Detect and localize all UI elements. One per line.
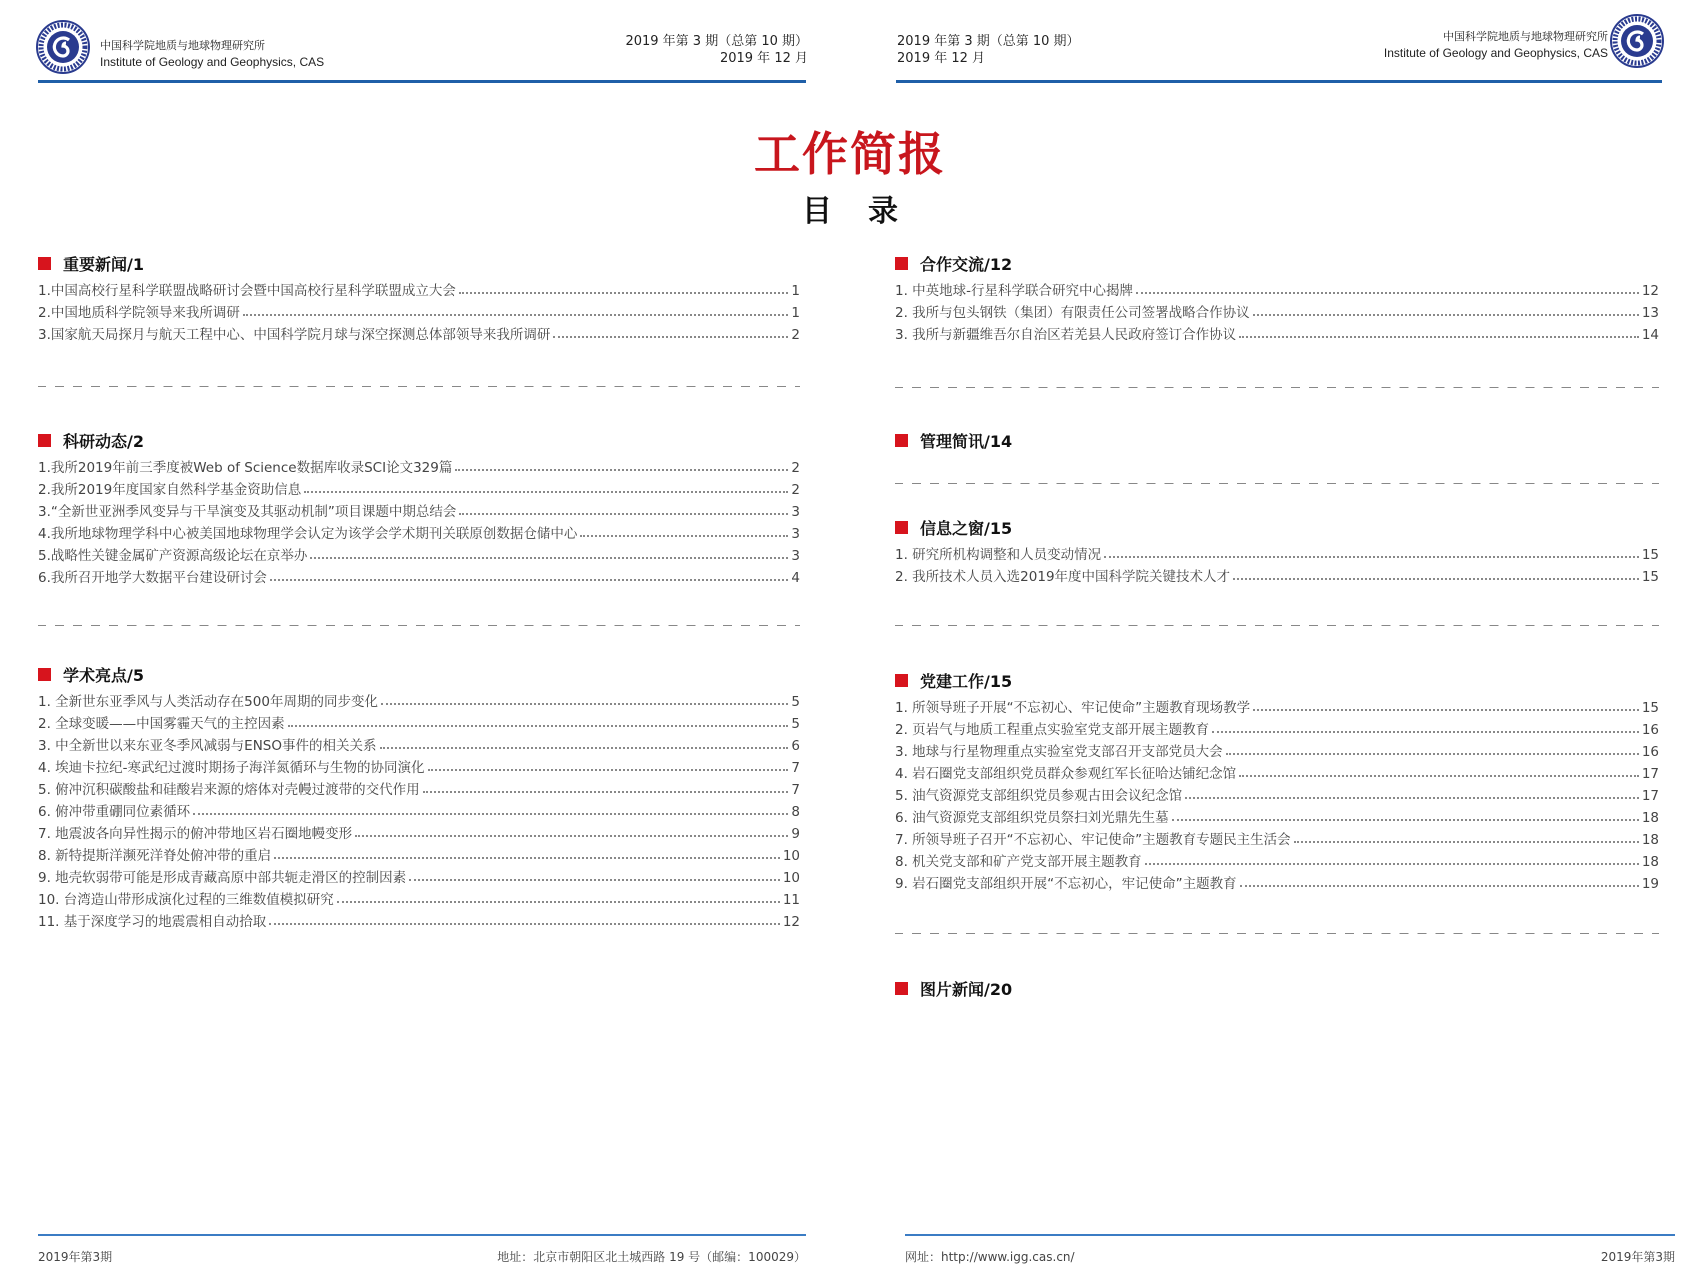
toc-item[interactable] xyxy=(895,277,1659,299)
header-org-right xyxy=(1384,29,1608,61)
toc-item[interactable] xyxy=(895,826,1659,848)
leader-dots xyxy=(1212,731,1639,733)
toc-item-page: 4 xyxy=(791,570,800,586)
section-title[interactable]: 合作交流/12 xyxy=(920,254,1013,274)
leader-dots xyxy=(455,469,788,471)
toc-item-page: 14 xyxy=(1641,327,1659,343)
header-org-left xyxy=(100,38,324,70)
toc-item[interactable] xyxy=(895,760,1659,782)
toc-item-title: 7. 所领导班子召开“不忘初心、牢记使命”主题教育专题民主生活会 xyxy=(895,832,1291,848)
toc-item-title: 5. 油气资源党支部组织党员参观古田会议纪念馆 xyxy=(895,788,1183,804)
leader-dots xyxy=(337,901,780,903)
toc-item-page: 1 xyxy=(791,283,800,299)
section-title[interactable]: 科研动态/2 xyxy=(63,431,144,451)
leader-dots xyxy=(1226,753,1639,755)
footer-address: 地址：北京市朝阳区北土城西路 19 号（邮编：100029） xyxy=(497,1250,806,1264)
toc-item-title: 1.中国高校行星科学联盟战略研讨会暨中国高校行星科学联盟成立大会 xyxy=(38,283,456,299)
section-title[interactable]: 信息之窗/15 xyxy=(920,518,1013,538)
toc-item-page: 3 xyxy=(791,548,800,564)
leader-dots xyxy=(1253,314,1639,316)
toc-item[interactable] xyxy=(895,738,1659,760)
toc-item-page: 7 xyxy=(791,760,800,776)
toc-section xyxy=(38,429,800,586)
header-divider-right xyxy=(896,80,1662,83)
section-title[interactable]: 重要新闻/1 xyxy=(63,254,144,274)
toc-item[interactable] xyxy=(895,299,1659,321)
toc-item-page: 12 xyxy=(1641,283,1659,299)
toc-item-title: 6.我所召开地学大数据平台建设研讨会 xyxy=(38,570,267,586)
leader-dots xyxy=(1136,292,1639,294)
toc-item-page: 19 xyxy=(1641,876,1659,892)
toc-item-page: 3 xyxy=(791,526,800,542)
toc-section xyxy=(895,669,1659,892)
toc-item-title: 1. 研究所机构调整和人员变动情况 xyxy=(895,547,1102,563)
toc-item[interactable] xyxy=(38,886,800,908)
toc-item-page: 1 xyxy=(791,305,800,321)
leader-dots xyxy=(355,835,788,837)
red-square-icon xyxy=(38,668,51,681)
leader-dots xyxy=(459,292,789,294)
toc-section xyxy=(895,252,1659,343)
toc-item-title: 2. 我所技术人员入选2019年度中国科学院关键技术人才 xyxy=(895,569,1231,585)
institute-logo-icon xyxy=(1610,14,1664,68)
toc-item-title: 1. 中英地球-行星科学联合研究中心揭牌 xyxy=(895,283,1134,299)
toc-item[interactable] xyxy=(895,804,1659,826)
section-heading xyxy=(895,252,1659,274)
toc-item-page: 7 xyxy=(791,782,800,798)
toc-item-page: 5 xyxy=(791,716,800,732)
toc-item-title: 4. 埃迪卡拉纪-寒武纪过渡时期扬子海洋氮循环与生物的协同演化 xyxy=(38,760,425,776)
red-square-icon xyxy=(38,434,51,447)
toc-item-title: 6. 俯冲带重硼同位素循环 xyxy=(38,804,191,820)
leader-dots xyxy=(1294,841,1639,843)
toc-item[interactable] xyxy=(38,776,800,798)
toc-item-title: 9. 地壳软弱带可能是形成青藏高原中部共轭走滑区的控制因素 xyxy=(38,870,407,886)
toc-item-page: 18 xyxy=(1641,832,1659,848)
section-heading xyxy=(38,663,800,685)
section-title[interactable]: 管理简讯/14 xyxy=(920,431,1013,451)
toc-item[interactable] xyxy=(38,498,800,520)
footer-divider-right xyxy=(905,1234,1675,1236)
toc-item-title: 5.战略性关键金属矿产资源高级论坛在京举办 xyxy=(38,548,308,564)
toc-item-title: 3.“全新世亚洲季风变异与干旱演变及其驱动机制”项目课题中期总结会 xyxy=(38,504,457,520)
toc-item[interactable] xyxy=(38,842,800,864)
toc-item[interactable] xyxy=(38,798,800,820)
leader-dots xyxy=(459,513,788,515)
leader-dots xyxy=(304,491,788,493)
section-heading xyxy=(895,516,1659,538)
toc-item-title: 4.我所地球物理学科中心被美国地球物理学会认定为该学会学术期刊关联原创数据仓储中心 xyxy=(38,526,578,542)
section-title[interactable]: 学术亮点/5 xyxy=(63,665,144,685)
section-heading xyxy=(895,429,1659,451)
toc-item-page: 9 xyxy=(791,826,800,842)
leader-dots xyxy=(1253,709,1639,711)
toc-item-title: 3. 我所与新疆维吾尔自治区若羌县人民政府签订合作协议 xyxy=(895,327,1237,343)
toc-section xyxy=(38,663,800,930)
section-divider xyxy=(38,386,800,387)
toc-section xyxy=(895,516,1659,585)
leader-dots xyxy=(1104,556,1639,558)
toc-item[interactable] xyxy=(38,820,800,842)
toc-item[interactable] xyxy=(38,754,800,776)
toc-item-title: 6. 油气资源党支部组织党员祭扫刘光鼎先生墓 xyxy=(895,810,1169,826)
section-divider xyxy=(895,483,1659,484)
section-divider xyxy=(895,387,1659,388)
toc-item-title: 1.我所2019年前三季度被Web of Science数据库收录SCI论文329篇 xyxy=(38,460,453,476)
toc-item-title: 7. 地震波各向异性揭示的俯冲带地区岩石圈地幔变形 xyxy=(38,826,353,842)
leader-dots xyxy=(269,923,780,925)
section-heading xyxy=(38,252,800,274)
toc-item[interactable] xyxy=(38,864,800,886)
toc-item-title: 2.中国地质科学院领导来我所调研 xyxy=(38,305,240,321)
toc-item[interactable] xyxy=(895,321,1659,343)
toc-item-page: 11 xyxy=(782,892,800,908)
toc-item[interactable] xyxy=(38,476,800,498)
leader-dots xyxy=(243,314,789,316)
toc-item-page: 16 xyxy=(1641,722,1659,738)
header-issue-left xyxy=(625,33,808,67)
toc-item[interactable] xyxy=(38,542,800,564)
toc-item[interactable] xyxy=(38,688,800,710)
toc-item[interactable] xyxy=(895,782,1659,804)
footer-issue-right: 2019年第3期 xyxy=(1600,1250,1675,1264)
org-name-cn: 中国科学院地质与地球物理研究所 xyxy=(100,40,265,52)
leader-dots xyxy=(423,791,789,793)
leader-dots xyxy=(380,747,789,749)
leader-dots xyxy=(1185,797,1639,799)
toc-item-title: 3.国家航天局探月与航天工程中心、中国科学院月球与深空探测总体部领导来我所调研 xyxy=(38,327,551,343)
toc-item[interactable] xyxy=(38,299,800,321)
footer-issue-left: 2019年第3期 xyxy=(38,1250,113,1264)
section-title[interactable]: 图片新闻/20 xyxy=(920,979,1013,999)
leader-dots xyxy=(274,857,780,859)
toc-section xyxy=(38,252,800,343)
leader-dots xyxy=(428,769,789,771)
toc-section xyxy=(895,429,1659,454)
toc-section xyxy=(895,977,1659,1002)
red-square-icon xyxy=(895,521,908,534)
toc-item[interactable] xyxy=(895,694,1659,716)
toc-item[interactable] xyxy=(895,848,1659,870)
section-heading xyxy=(895,669,1659,691)
leader-dots xyxy=(1240,885,1639,887)
red-square-icon xyxy=(895,257,908,270)
toc-item-title: 8. 新特提斯洋濒死洋脊处俯冲带的重启 xyxy=(38,848,272,864)
toc-item-title: 2.我所2019年度国家自然科学基金资助信息 xyxy=(38,482,302,498)
footer-website[interactable]: 网址：http://www.igg.cas.cn/ xyxy=(905,1250,1075,1264)
toc-item[interactable] xyxy=(38,732,800,754)
toc-item-page: 16 xyxy=(1641,744,1659,760)
toc-item-title: 2. 全球变暖——中国雾霾天气的主控因素 xyxy=(38,716,285,732)
toc-item-title: 10. 台湾造山带形成演化过程的三维数值模拟研究 xyxy=(38,892,334,908)
toc-item-page: 10 xyxy=(782,848,800,864)
toc-heading: 目录 xyxy=(802,194,934,229)
toc-item-page: 13 xyxy=(1641,305,1659,321)
leader-dots xyxy=(553,336,788,338)
toc-item-page: 12 xyxy=(782,914,800,930)
toc-item-page: 5 xyxy=(791,694,800,710)
org-name-en: Institute of Geology and Geophysics, CAS xyxy=(100,55,325,69)
page-title: 工作简报 xyxy=(754,127,946,181)
leader-dots xyxy=(1239,775,1639,777)
toc-item-title: 2. 页岩气与地质工程重点实验室党支部开展主题教育 xyxy=(895,722,1210,738)
toc-item-title: 5. 俯冲沉积碳酸盐和硅酸岩来源的熔体对壳幔过渡带的交代作用 xyxy=(38,782,420,798)
red-square-icon xyxy=(895,674,908,687)
section-divider xyxy=(895,933,1659,934)
leader-dots xyxy=(381,703,788,705)
leader-dots xyxy=(288,725,789,727)
toc-item[interactable] xyxy=(38,710,800,732)
toc-item-page: 15 xyxy=(1641,700,1659,716)
toc-item-page: 17 xyxy=(1641,766,1659,782)
toc-item[interactable] xyxy=(38,277,800,299)
toc-item-page: 3 xyxy=(791,504,800,520)
issue-number: 2019 年第 3 期（总第 10 期） xyxy=(897,34,1080,49)
header-issue-right xyxy=(897,33,1080,67)
toc-item-title: 8. 机关党支部和矿产党支部开展主题教育 xyxy=(895,854,1142,870)
toc-item-title: 3. 中全新世以来东亚冬季风减弱与ENSO事件的相关关系 xyxy=(38,738,377,754)
red-square-icon xyxy=(895,982,908,995)
leader-dots xyxy=(1145,863,1639,865)
footer-divider-left xyxy=(38,1234,806,1236)
org-name-en: Institute of Geology and Geophysics, CAS xyxy=(1383,46,1608,60)
red-square-icon xyxy=(38,257,51,270)
toc-item[interactable] xyxy=(38,520,800,542)
leader-dots xyxy=(1233,578,1639,580)
red-square-icon xyxy=(895,434,908,447)
toc-item-page: 6 xyxy=(791,738,800,754)
leader-dots xyxy=(580,535,788,537)
toc-item[interactable] xyxy=(38,454,800,476)
toc-item[interactable] xyxy=(38,564,800,586)
section-heading xyxy=(895,977,1659,999)
toc-item-title: 4. 岩石圈党支部组织党员群众参观红军长征哈达铺纪念馆 xyxy=(895,766,1237,782)
toc-item-title: 1. 全新世东亚季风与人类活动存在500年周期的同步变化 xyxy=(38,694,378,710)
section-heading xyxy=(38,429,800,451)
institute-logo-icon xyxy=(36,20,90,74)
toc-item[interactable] xyxy=(895,563,1659,585)
toc-item-page: 18 xyxy=(1641,810,1659,826)
leader-dots xyxy=(193,813,788,815)
toc-item-page: 15 xyxy=(1641,547,1659,563)
toc-item-page: 2 xyxy=(791,482,800,498)
toc-item-title: 3. 地球与行星物理重点实验室党支部召开支部党员大会 xyxy=(895,744,1223,760)
toc-item-page: 17 xyxy=(1641,788,1659,804)
toc-item-title: 1. 所领导班子开展“不忘初心、牢记使命”主题教育现场教学 xyxy=(895,700,1251,716)
toc-item-page: 10 xyxy=(782,870,800,886)
issue-date: 2019 年 12 月 xyxy=(897,51,986,66)
issue-number: 2019 年第 3 期（总第 10 期） xyxy=(625,34,808,49)
toc-item-page: 2 xyxy=(791,460,800,476)
section-divider xyxy=(38,625,800,626)
toc-item[interactable] xyxy=(38,908,800,930)
section-title[interactable]: 党建工作/15 xyxy=(920,671,1013,691)
toc-item-page: 2 xyxy=(791,327,800,343)
leader-dots xyxy=(409,879,780,881)
toc-item[interactable] xyxy=(895,716,1659,738)
leader-dots xyxy=(1239,336,1639,338)
issue-date: 2019 年 12 月 xyxy=(719,51,808,66)
org-name-cn: 中国科学院地质与地球物理研究所 xyxy=(1443,31,1608,43)
toc-item[interactable] xyxy=(895,870,1659,892)
toc-item-page: 18 xyxy=(1641,854,1659,870)
leader-dots xyxy=(310,557,788,559)
toc-item[interactable] xyxy=(38,321,800,343)
toc-item-page: 15 xyxy=(1641,569,1659,585)
toc-item[interactable] xyxy=(895,541,1659,563)
toc-item-page: 8 xyxy=(791,804,800,820)
toc-item-title: 11. 基于深度学习的地震震相自动拾取 xyxy=(38,914,267,930)
section-divider xyxy=(895,625,1659,626)
header-divider-left xyxy=(38,80,806,83)
toc-item-title: 9. 岩石圈党支部组织开展“不忘初心，牢记使命”主题教育 xyxy=(895,876,1237,892)
toc-item-title: 2. 我所与包头钢铁（集团）有限责任公司签署战略合作协议 xyxy=(895,305,1250,321)
leader-dots xyxy=(270,579,789,581)
leader-dots xyxy=(1172,819,1639,821)
